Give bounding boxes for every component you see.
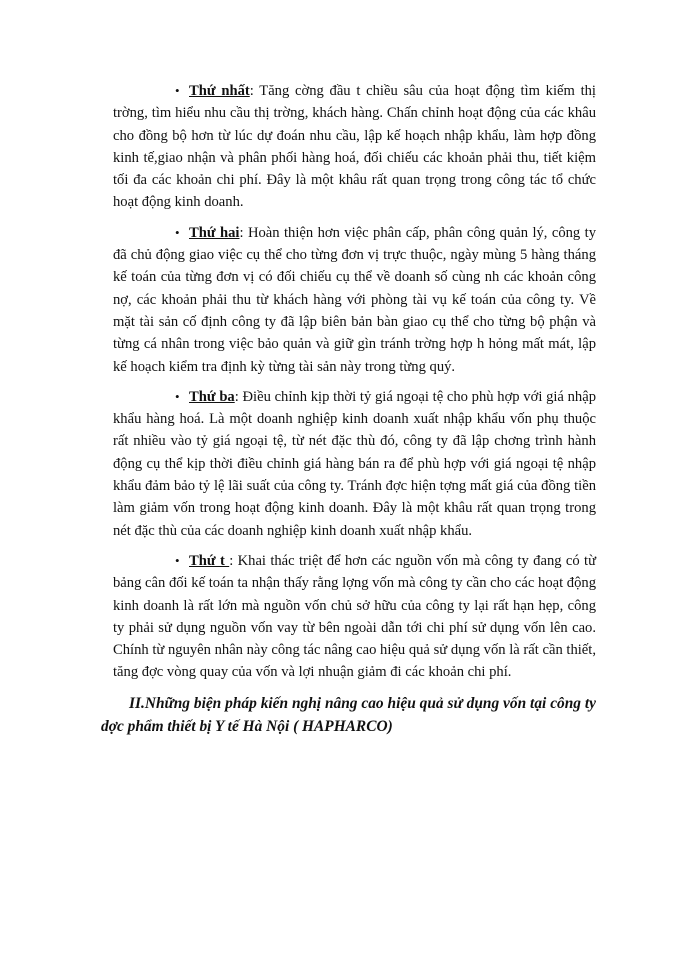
bullet-icon: • [175, 552, 180, 568]
paragraph-second [113, 222, 596, 378]
bullet-icon: • [175, 224, 180, 240]
paragraph-third [113, 386, 596, 542]
paragraph-text: : Khai thác triệt để hơn các nguồn vốn mà công ty đang có từ bảng cân đối kế toán ta nhận thấy rằng lợng vốn mà công ty cần cho các hoạt động kinh doanh là rất lớn mà nguồn vốn chủ sở hữu của công ty lại rất hạn hẹp, công ty phải sử dụng nguồn vốn vay từ bên ngoài dẫn tới chi phí sử dụng vốn lên cao. Chính từ nguyên nhân này công tác nâng cao hiệu quả sử dụng vốn là rất cần thiết, tăng đợc vòng quay của vốn và lợi nhuận giảm đi các khoản chi phí. [113, 552, 596, 681]
paragraph-text: : Tăng cờng đầu t chiều sâu của hoạt động tìm kiếm thị trờng, tìm hiểu nhu cầu thị trờng, khách hàng. Chấn chỉnh hoạt động của các khâu cho đồng bộ hơn từ lúc dự đoán nhu cầu, lập kế hoạch nhập khẩu, làm hợp đồng kinh tế,giao nhận và phân phối hàng hoá, đối chiếu các khoản phải thu, tiết kiệm tối đa các khoản chi phí. Đây là một khâu rất quan trọng trong công tác tổ chức hoạt động kinh doanh. [113, 83, 596, 211]
paragraph-label: Thứ t [189, 552, 230, 569]
section-heading: II.Những biện pháp kiến nghị nâng cao hiệu quả sử dụng vốn tại công ty dợc phẩm thiết bị Y tế Hà Nội ( HAPHARCO) [101, 694, 596, 735]
paragraph-text: : Hoàn thiện hơn việc phân cấp, phân công quản lý, công ty đã chủ động giao việc cụ thể cho từng đơn vị trực thuộc, ngày mùng 5 hàng tháng kế toán của từng đơn vị có đối chiếu cụ thể về doanh số cùng nh các khoản công nợ, các khoản phải thu từ khách hàng với phòng tài vụ kế toán của công ty. Về mặt tài sản cố định công ty đã lập biên bản bàn giao cụ thể cho từng bộ phận và từng cá nhân trong việc bảo quản và giữ gìn tránh trờng hợp h hỏng mất mát, lập kế hoạch kiểm tra định kỳ từng tài sản này trong từng quý. [113, 224, 596, 375]
paragraph-label: Thứ ba [189, 388, 235, 405]
bullet-icon: • [175, 83, 180, 98]
document-body [101, 80, 596, 753]
paragraph-text: : Điều chỉnh kịp thời tỷ giá ngoại tệ cho phù hợp với giá nhập khẩu hàng hoá. Là một doanh nghiệp kinh doanh xuất nhập khẩu vốn phụ thuộc rất nhiều vào tỷ giá ngoại tệ, từ nét đặc thù đó, công ty đã lập chơng trình hành động cụ thể kịp thời điều chỉnh giá hàng bán ra để phù hợp với giá ngoại tệ nhập khẩu đảm bảo tỷ lệ lãi suất của công ty. Tránh đợc hiện tợng mất giá của đồng tiền làm giảm vốn trong hoạt động kinh doanh. Đây là một khâu rất quan trọng trong nét đặc thù của các doanh nghiệp kinh doanh xuất nhập khẩu. [113, 388, 596, 539]
paragraph-label: Thứ nhất [189, 83, 250, 99]
paragraph-first [113, 80, 596, 214]
paragraph-fourth [113, 550, 596, 684]
paragraph-label: Thứ hai [189, 224, 240, 241]
bullet-icon: • [175, 388, 180, 404]
